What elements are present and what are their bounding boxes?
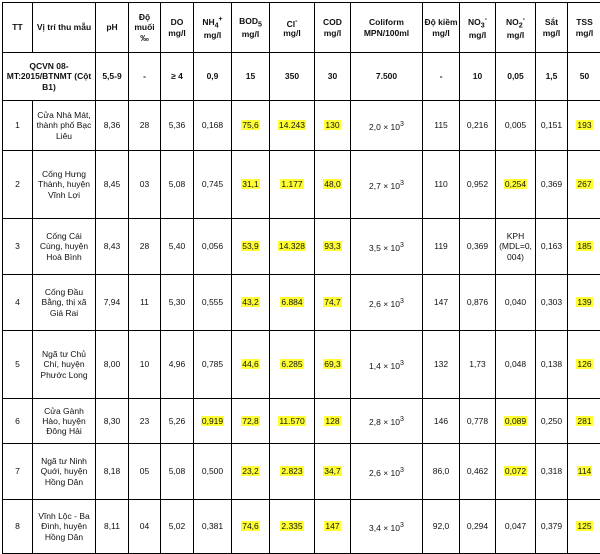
table-row (3, 275, 600, 331)
salinity-value: 23 (129, 399, 161, 444)
coliform-value: $1,4 \times 10^3$ (351, 331, 423, 399)
header-chloride: Cl- mg/l (270, 3, 315, 53)
standard-cod: 30 (315, 53, 351, 101)
alkalinity-value: 86,0 (423, 444, 460, 500)
no2-value: KPH (MDL=0,004) (496, 219, 536, 275)
site-name: Cống Đầu Bằng, thị xã Giá Rai (33, 275, 96, 331)
bod5-value (232, 500, 270, 554)
chloride-value (270, 500, 315, 554)
standard-no2: 0,05 (496, 53, 536, 101)
tss-value (568, 219, 600, 275)
chloride-value (270, 219, 315, 275)
exceedance-highlight: 44,6 (241, 359, 260, 369)
ph-value: 8,36 (96, 101, 129, 151)
ph-value: 8,18 (96, 444, 129, 500)
tss-value (568, 444, 600, 500)
standard-chloride: 350 (270, 53, 315, 101)
exceedance-highlight: 125 (576, 521, 592, 531)
no2-value (496, 444, 536, 500)
ph-value: 7,94 (96, 275, 129, 331)
exceedance-highlight: 130 (324, 120, 340, 130)
exceedance-highlight: 1.177 (280, 179, 303, 189)
chloride-value (270, 151, 315, 219)
header-do: DO mg/l (161, 3, 194, 53)
row-number: 2 (3, 151, 33, 219)
exceedance-highlight: 0,072 (504, 466, 527, 476)
alkalinity-value: 147 (423, 275, 460, 331)
exceedance-highlight: 0,919 (201, 416, 224, 426)
row-number: 4 (3, 275, 33, 331)
coliform-value: $2,0 \times 10^3$ (351, 101, 423, 151)
no2-value: 0,005 (496, 101, 536, 151)
standard-salinity: - (129, 53, 161, 101)
ph-value: 8,30 (96, 399, 129, 444)
header-ph: pH (96, 3, 129, 53)
ph-value: 8,43 (96, 219, 129, 275)
header-no2: $NO_2^-$ mg/l (496, 3, 536, 53)
exceedance-highlight: 139 (576, 297, 592, 307)
site-name: Cống Cái Cùng, huyện Hoà Bình (33, 219, 96, 275)
standard-coliform: 7.500 (351, 53, 423, 101)
standard-bod5: 15 (232, 53, 270, 101)
do-value: 5,30 (161, 275, 194, 331)
no2-value: 0,047 (496, 500, 536, 554)
standard-label: QCVN 08-MT:2015/BTNMT (Cột B1) (3, 53, 96, 101)
iron-value: 0,379 (536, 500, 568, 554)
ph-value: 8,00 (96, 331, 129, 399)
header-cod: COD mg/l (315, 3, 351, 53)
iron-value: 0,318 (536, 444, 568, 500)
exceedance-highlight: 193 (576, 120, 592, 130)
no2-value (496, 151, 536, 219)
coliform-value: $2,7 \times 10^3$ (351, 151, 423, 219)
cod-value (315, 275, 351, 331)
exceedance-highlight: 6.285 (280, 359, 303, 369)
header-no3: $NO_3^-$ mg/l (460, 3, 496, 53)
nh4-value: 0,555 (194, 275, 232, 331)
header-bod5: $BOD_5$ mg/l (232, 3, 270, 53)
exceedance-highlight: 53,9 (241, 241, 260, 251)
table-row (3, 101, 600, 151)
standard-do: ≥ 4 (161, 53, 194, 101)
chloride-value (270, 101, 315, 151)
bod5-value (232, 151, 270, 219)
tss-value (568, 500, 600, 554)
exceedance-highlight: 74,6 (241, 521, 260, 531)
cod-value (315, 331, 351, 399)
exceedance-highlight: 75,6 (241, 120, 260, 130)
iron-value: 0,369 (536, 151, 568, 219)
iron-value: 0,250 (536, 399, 568, 444)
salinity-value: 04 (129, 500, 161, 554)
exceedance-highlight: 0,254 (504, 179, 527, 189)
exceedance-highlight: 2.823 (280, 466, 303, 476)
header-alkalinity: Độ kiềm mg/l (423, 3, 460, 53)
ph-value: 8,11 (96, 500, 129, 554)
exceedance-highlight: 147 (324, 521, 340, 531)
salinity-value: 28 (129, 219, 161, 275)
salinity-value: 10 (129, 331, 161, 399)
coliform-value: $2,8 \times 10^3$ (351, 399, 423, 444)
no3-value: 0,216 (460, 101, 496, 151)
exceedance-highlight: 72,8 (241, 416, 260, 426)
exceedance-highlight: 69,3 (323, 359, 342, 369)
cod-value (315, 101, 351, 151)
salinity-value: 05 (129, 444, 161, 500)
row-number: 1 (3, 101, 33, 151)
exceedance-highlight: 11.570 (278, 416, 305, 426)
site-name: Ngã tư Ninh Quới, huyện Hồng Dân (33, 444, 96, 500)
cod-value (315, 151, 351, 219)
standard-tss: 50 (568, 53, 600, 101)
salinity-value: 28 (129, 101, 161, 151)
alkalinity-value: 119 (423, 219, 460, 275)
iron-value: 0,303 (536, 275, 568, 331)
do-value: 5,36 (161, 101, 194, 151)
site-name: Vĩnh Lộc - Ba Đình, huyện Hồng Dân (33, 500, 96, 554)
standard-ph: 5,5-9 (96, 53, 129, 101)
water-quality-table (2, 2, 600, 554)
tss-value (568, 151, 600, 219)
row-number: 5 (3, 331, 33, 399)
coliform-value: $3,4 \times 10^3$ (351, 500, 423, 554)
nh4-value: 0,381 (194, 500, 232, 554)
no3-value: 0,462 (460, 444, 496, 500)
standard-row (3, 53, 600, 101)
no3-value: 0,778 (460, 399, 496, 444)
header-tss: TSS mg/l (568, 3, 600, 53)
standard-no3: 10 (460, 53, 496, 101)
exceedance-highlight: 31,1 (241, 179, 260, 189)
cod-value (315, 219, 351, 275)
row-number: 7 (3, 444, 33, 500)
exceedance-highlight: 267 (576, 179, 592, 189)
exceedance-highlight: 126 (576, 359, 592, 369)
bod5-value (232, 331, 270, 399)
nh4-value: 0,745 (194, 151, 232, 219)
bod5-value (232, 444, 270, 500)
alkalinity-value: 92,0 (423, 500, 460, 554)
header-site: Vị trí thu mẫu (33, 3, 96, 53)
site-name: Cống Hưng Thành, huyện Vĩnh Lợi (33, 151, 96, 219)
exceedance-highlight: 0,089 (504, 416, 527, 426)
no2-value: 0,040 (496, 275, 536, 331)
no3-value: 0,294 (460, 500, 496, 554)
nh4-value: 0,785 (194, 331, 232, 399)
cod-value (315, 444, 351, 500)
exceedance-highlight: 2.335 (280, 521, 303, 531)
alkalinity-value: 132 (423, 331, 460, 399)
table-row (3, 331, 600, 399)
no2-value (496, 399, 536, 444)
exceedance-highlight: 74,7 (323, 297, 342, 307)
header-nh4: $NH_4^+$ mg/l (194, 3, 232, 53)
do-value: 5,08 (161, 151, 194, 219)
bod5-value (232, 219, 270, 275)
alkalinity-value: 146 (423, 399, 460, 444)
coliform-value: $2,6 \times 10^3$ (351, 444, 423, 500)
tss-value (568, 101, 600, 151)
tss-value (568, 399, 600, 444)
do-value: 4,96 (161, 331, 194, 399)
header-salinity: Độ muối ‰ (129, 3, 161, 53)
site-name: Ngã tư Chủ Chí, huyện Phước Long (33, 331, 96, 399)
no3-value: 0,369 (460, 219, 496, 275)
header-iron: Sắt mg/l (536, 3, 568, 53)
exceedance-highlight: 23,2 (241, 466, 260, 476)
salinity-value: 11 (129, 275, 161, 331)
bod5-value (232, 275, 270, 331)
nh4-value: 0,168 (194, 101, 232, 151)
ph-value: 8,45 (96, 151, 129, 219)
nh4-value: 0,056 (194, 219, 232, 275)
table-row (3, 151, 600, 219)
row-number: 3 (3, 219, 33, 275)
row-number: 8 (3, 500, 33, 554)
cod-value (315, 399, 351, 444)
coliform-value: $3,5 \times 10^3$ (351, 219, 423, 275)
do-value: 5,02 (161, 500, 194, 554)
iron-value: 0,163 (536, 219, 568, 275)
chloride-value (270, 275, 315, 331)
exceedance-highlight: 43,2 (241, 297, 260, 307)
chloride-value (270, 399, 315, 444)
exceedance-highlight: 6.884 (280, 297, 303, 307)
no3-value: 1,73 (460, 331, 496, 399)
no2-value: 0,048 (496, 331, 536, 399)
table-row (3, 500, 600, 554)
site-name: Cửa Gành Hào, huyện Đông Hải (33, 399, 96, 444)
exceedance-highlight: 14.328 (278, 241, 306, 251)
chloride-value (270, 444, 315, 500)
exceedance-highlight: 128 (324, 416, 340, 426)
table-row (3, 399, 600, 444)
nh4-value: 0,500 (194, 444, 232, 500)
coliform-value: $2,6 \times 10^3$ (351, 275, 423, 331)
exceedance-highlight: 34,7 (323, 466, 342, 476)
row-number: 6 (3, 399, 33, 444)
exceedance-highlight: 93,3 (323, 241, 342, 251)
table-row (3, 444, 600, 500)
exceedance-highlight: 48,0 (323, 179, 342, 189)
bod5-value (232, 101, 270, 151)
exceedance-highlight: 281 (576, 416, 592, 426)
do-value: 5,26 (161, 399, 194, 444)
exceedance-highlight: 114 (577, 466, 593, 476)
cod-value (315, 500, 351, 554)
standard-nh4: 0,9 (194, 53, 232, 101)
header-tt: TT (3, 3, 33, 53)
iron-value: 0,151 (536, 101, 568, 151)
alkalinity-value: 115 (423, 101, 460, 151)
tss-value (568, 275, 600, 331)
table-row (3, 219, 600, 275)
bod5-value (232, 399, 270, 444)
no3-value: 0,876 (460, 275, 496, 331)
nh4-value (194, 399, 232, 444)
iron-value: 0,138 (536, 331, 568, 399)
standard-iron: 1,5 (536, 53, 568, 101)
tss-value (568, 331, 600, 399)
alkalinity-value: 110 (423, 151, 460, 219)
do-value: 5,40 (161, 219, 194, 275)
chloride-value (270, 331, 315, 399)
header-coliform: Coliform MPN/100ml (351, 3, 423, 53)
no3-value: 0,952 (460, 151, 496, 219)
standard-alkalinity: - (423, 53, 460, 101)
exceedance-highlight: 14.243 (278, 120, 306, 130)
exceedance-highlight: 185 (576, 241, 592, 251)
salinity-value: 03 (129, 151, 161, 219)
do-value: 5,08 (161, 444, 194, 500)
site-name: Cửa Nhà Mát, thành phố Bạc Liêu (33, 101, 96, 151)
header-row (3, 3, 600, 53)
